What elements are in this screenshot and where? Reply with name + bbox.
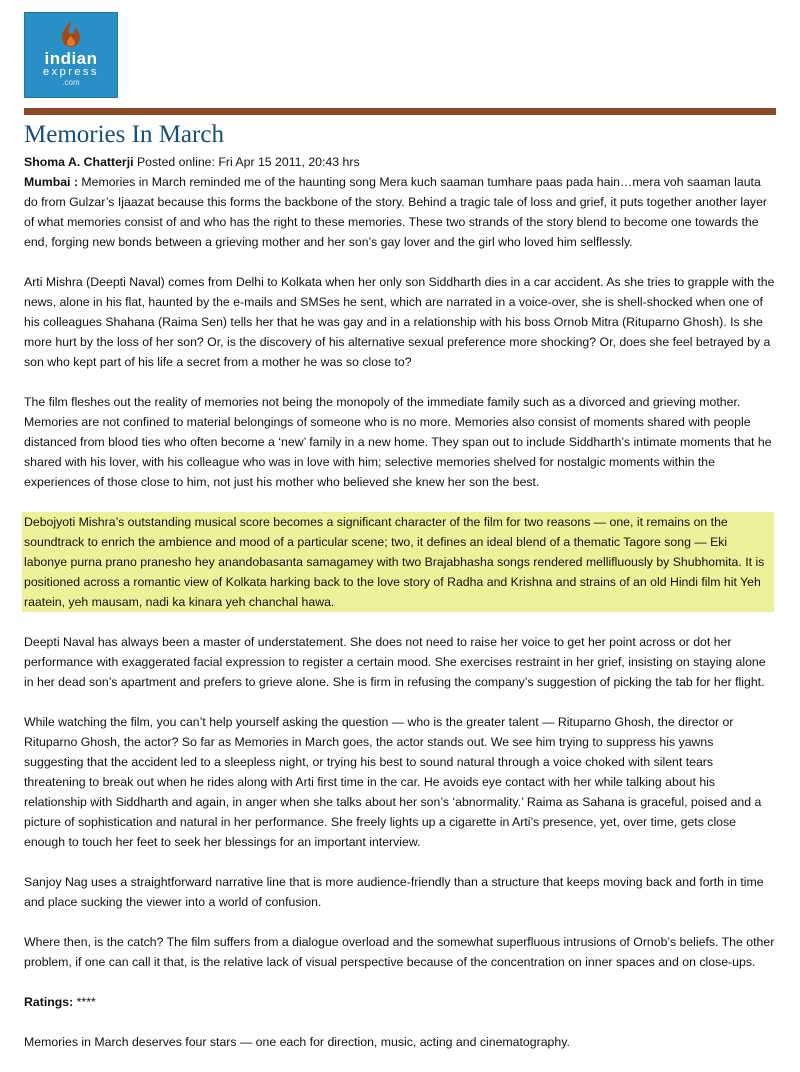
paragraph-1-text: Memories in March reminded me of the haunting song Mera kuch saaman tumhare paas pada hain…mera voh saaman lauta do from Gulzar’s Ijaazat because this forms the backbone of the story. Behind a tragic tale of loss and grief, it puts together another layer of what memories consist of and who has the right to these memories. These two strands of the story blend to become one towards the end, forging new bonds between a grieving mother and her son’s gay lover and the girl who loved him selflessly.: [24, 175, 768, 249]
paragraph-7: Sanjoy Nag uses a straightforward narrative line that is more audience-friendly than a structure that keeps moving back and forth in time and place sucking the viewer into a world of confusion.: [24, 875, 764, 909]
paragraph-3: The film fleshes out the reality of memories not being the monopoly of the immediate family such as a divorced and grieving mother. Memories are not confined to material belongings of someone who is no more. Memories also consist of moments shared with people distanced from blood ties who often become a ‘new’ family in a new home. They span out to include Siddharth’s intimate moments that he shared with his lover, with his colleague who was in love with him; selective memories shelved for nostalgic moments within the experiences of those close to him, not just his mother who believed she knew her son the best.: [24, 395, 772, 489]
paragraph-2: Arti Mishra (Deepti Naval) comes from Delhi to Kolkata when her only son Siddharth dies in a car accident. As she tries to grapple with the news, alone in his flat, haunted by the e-mails and SMSes he sent, which are narrated in a voice-over, she is shell-shocked when one of his colleagues Shahana (Raima Sen) tells her that he was gay and in a relationship with his boss Ornob Mitra (Rituparno Ghosh). Is she more hurt by the loss of her son? Or, is the discovery of his alternative sexual preference more shocking? Or, does she feel betrayed by a son who kept part of his life a secret from a mother he was so close to?: [24, 275, 775, 369]
dateline: Mumbai :: [24, 175, 78, 189]
byline: [24, 152, 776, 172]
article: [24, 118, 776, 1072]
paragraph-8: Where then, is the catch? The film suffers from a dialogue overload and the somewhat superfluous intrusions of Ornob’s beliefs. The other problem, if one can call it that, is the relative lack of visual perspective because of the concentration on inner spaces and on close-ups.: [24, 935, 775, 969]
ratings: [24, 992, 776, 1012]
header-divider: [24, 108, 776, 115]
posted-date: Posted online: Fri Apr 15 2011, 20:43 hrs: [136, 155, 360, 169]
ratings-stars: ****: [76, 995, 96, 1009]
paragraph-6: While watching the film, you can’t help yourself asking the question — who is the greater talent — Rituparno Ghosh, the director or Rituparno Ghosh, the actor? So far as Memories in March goes, the actor stands out. We see him trying to suppress his yawns suggesting that the accident led to a sleepless night, or trying his best to sound natural through a voice choked with silent tears threatening to break out when he rides along with Arti first time in the car. He avoids eye contact with her while talking about his relationship with Siddharth and again, in anger when she talks about her son’s ‘abnormality.’ Raima as Sahana is graceful, poised and a picture of sophistication and natural in her performance. She freely lights up a cigarette in Arti’s presence, yet, over time, gets close enough to touch her feet to seek her blessings for an important interview.: [24, 715, 762, 849]
logo-word-indian: indian: [44, 49, 98, 68]
indian-express-logo[interactable]: [24, 12, 118, 98]
paragraph-9: Memories in March deserves four stars — one each for direction, music, acting and cinematography.: [24, 1035, 570, 1049]
article-title: Memories In March: [24, 121, 224, 148]
paragraph-1: [24, 172, 776, 252]
ratings-label: Ratings:: [24, 995, 74, 1009]
logo-word-com: .com: [62, 78, 80, 87]
paragraph-5: Deepti Naval has always been a master of understatement. She does not need to raise her voice to get her point across or dot her performance with exaggerated facial expression to register a certain mood. She exercises restraint in her grief, insisting on staying alone in her dead son’s apartment and prefers to grieve alone. She is firm in refusing the company’s suggestion of picking the tab for her flight.: [24, 635, 766, 689]
logo-word-express: express: [42, 66, 100, 78]
author-name: Shoma A. Chatterji: [24, 155, 134, 169]
flame-icon: [58, 19, 84, 49]
highlighted-paragraph: Debojyoti Mishra’s outstanding musical score becomes a significant character of the film for two reasons — one, it remains on the soundtrack to enrich the ambience and mood of a particular scene; two, it defines an ideal blend of a thematic Tagore song — Eki labonye purna prano pranesho hey anandobasanta samagamey with two Brajabhasha songs rendered mellifluously by Shubhomita. It is positioned across a romantic view of Kolkata harking back to the love story of Radha and Krishna and strains of an old Hindi film hit Yeh raatein, yeh mausam, nadi ka kinara yeh chanchal hawa.: [22, 512, 774, 612]
